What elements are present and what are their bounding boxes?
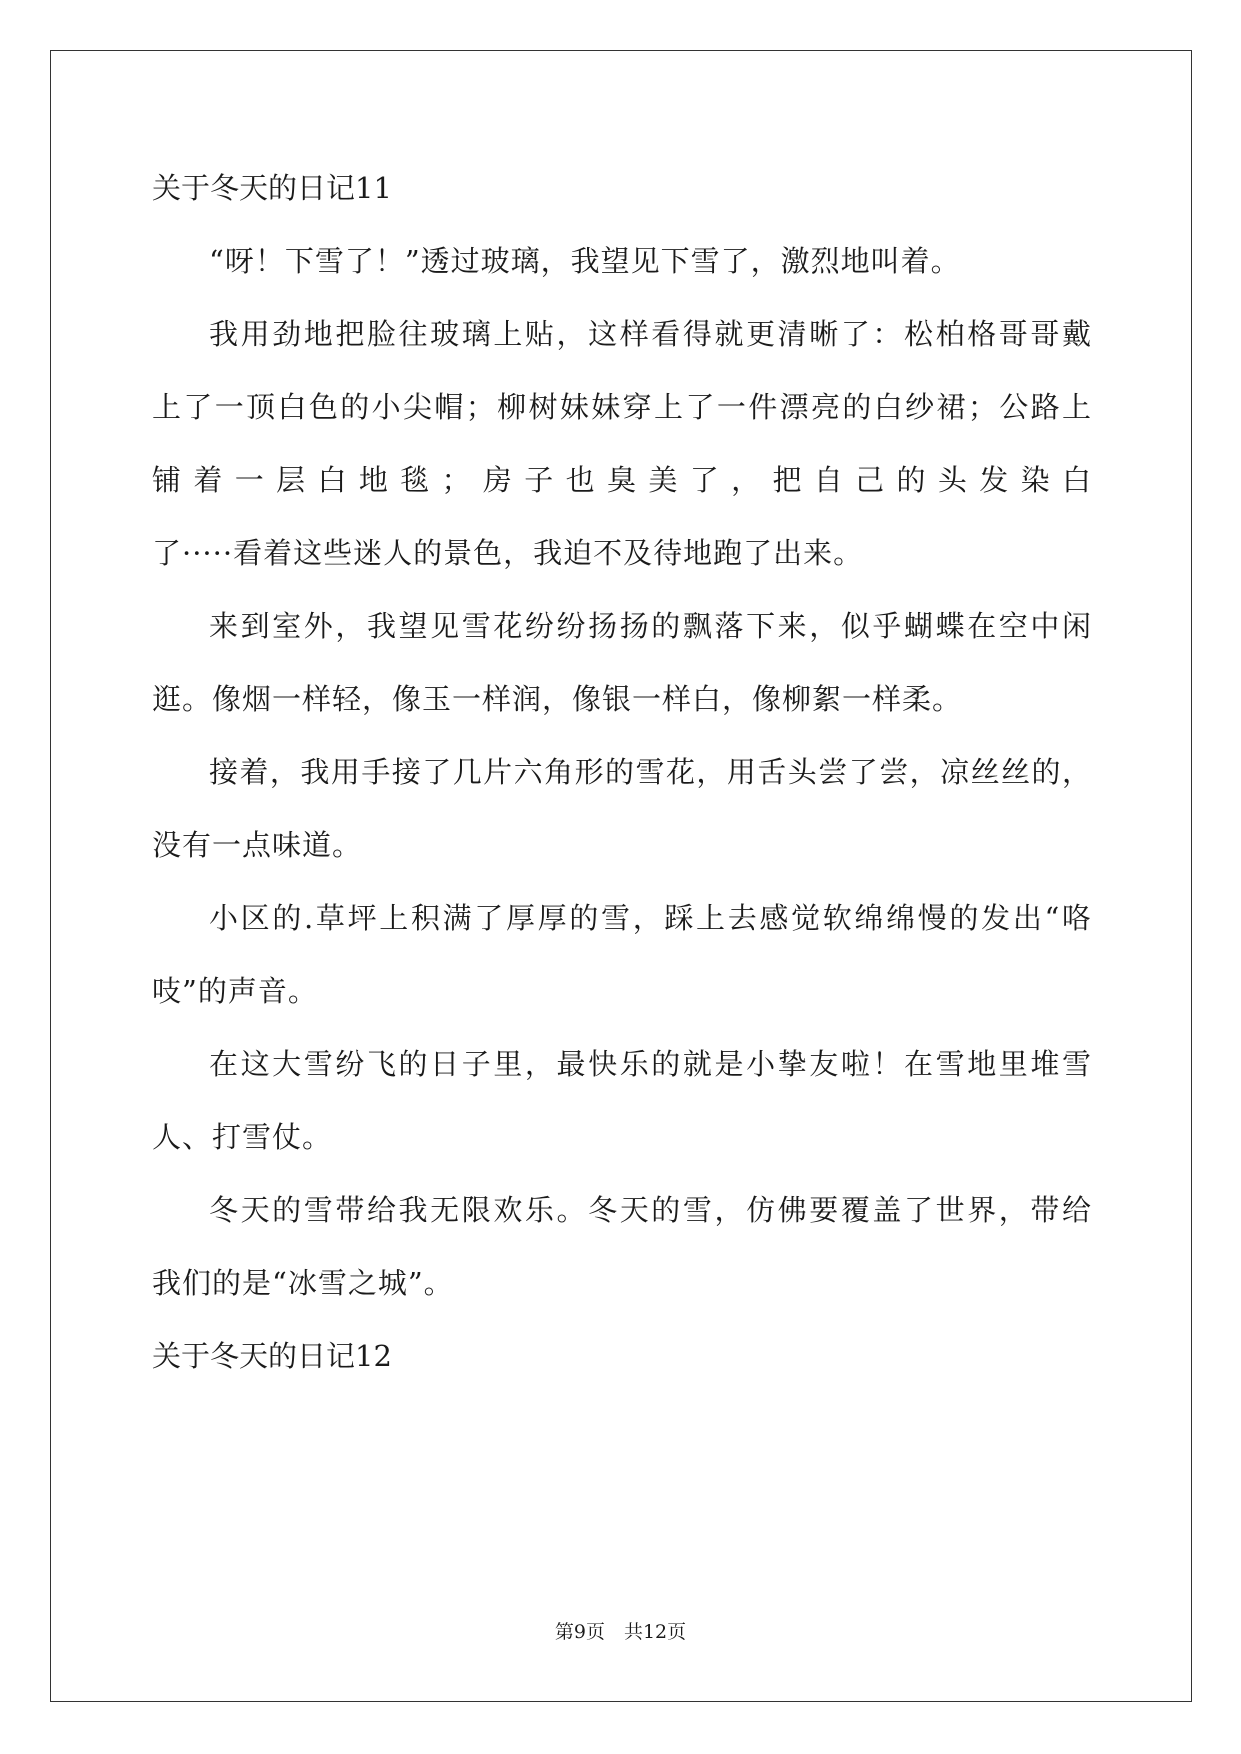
page-footer: 第9页 共12页 [554, 1621, 687, 1643]
diary-heading: 关于冬天的日记11 [152, 171, 392, 205]
paragraph-line: 了·····看着这些迷人的景色，我迫不及待地跑了出来。 [152, 536, 864, 570]
paragraph-line: 小区的.草坪上积满了厚厚的雪，踩上去感觉软绵绵慢的发出“咯 [209, 901, 1092, 935]
paragraph-line: 冬天的雪带给我无限欢乐。冬天的雪，仿佛要覆盖了世界，带给 [209, 1193, 1092, 1227]
paragraph-line: 铺着一层白地毯；房子也臭美了，把自己的头发染白 [152, 463, 1092, 497]
paragraph-line: 没有一点味道。 [152, 828, 363, 862]
paragraph-line: 逛。像烟一样轻，像玉一样润，像银一样白，像柳絮一样柔。 [152, 682, 963, 716]
paragraph-line: “呀！下雪了！”透过玻璃，我望见下雪了，激烈地叫着。 [209, 244, 961, 278]
page-frame [50, 50, 1192, 1702]
paragraph-line: 来到室外，我望见雪花纷纷扬扬的飘落下来，似乎蝴蝶在空中闲 [209, 609, 1092, 643]
paragraph-line: 吱”的声音。 [152, 974, 318, 1008]
paragraph-line: 上了一顶白色的小尖帽；柳树妹妹穿上了一件漂亮的白纱裙；公路上 [152, 390, 1092, 424]
paragraph-line: 我用劲地把脸往玻璃上贴，这样看得就更清晰了：松柏格哥哥戴 [209, 317, 1092, 351]
paragraph-line: 在这大雪纷飞的日子里，最快乐的就是小挚友啦！在雪地里堆雪 [209, 1047, 1092, 1081]
paragraph-line: 接着，我用手接了几片六角形的雪花，用舌头尝了尝，凉丝丝的， [209, 755, 1092, 789]
paragraph-line: 人、打雪仗。 [152, 1120, 333, 1154]
paragraph-line: 我们的是“冰雪之城”。 [152, 1266, 454, 1300]
diary-heading: 关于冬天的日记12 [152, 1339, 392, 1373]
